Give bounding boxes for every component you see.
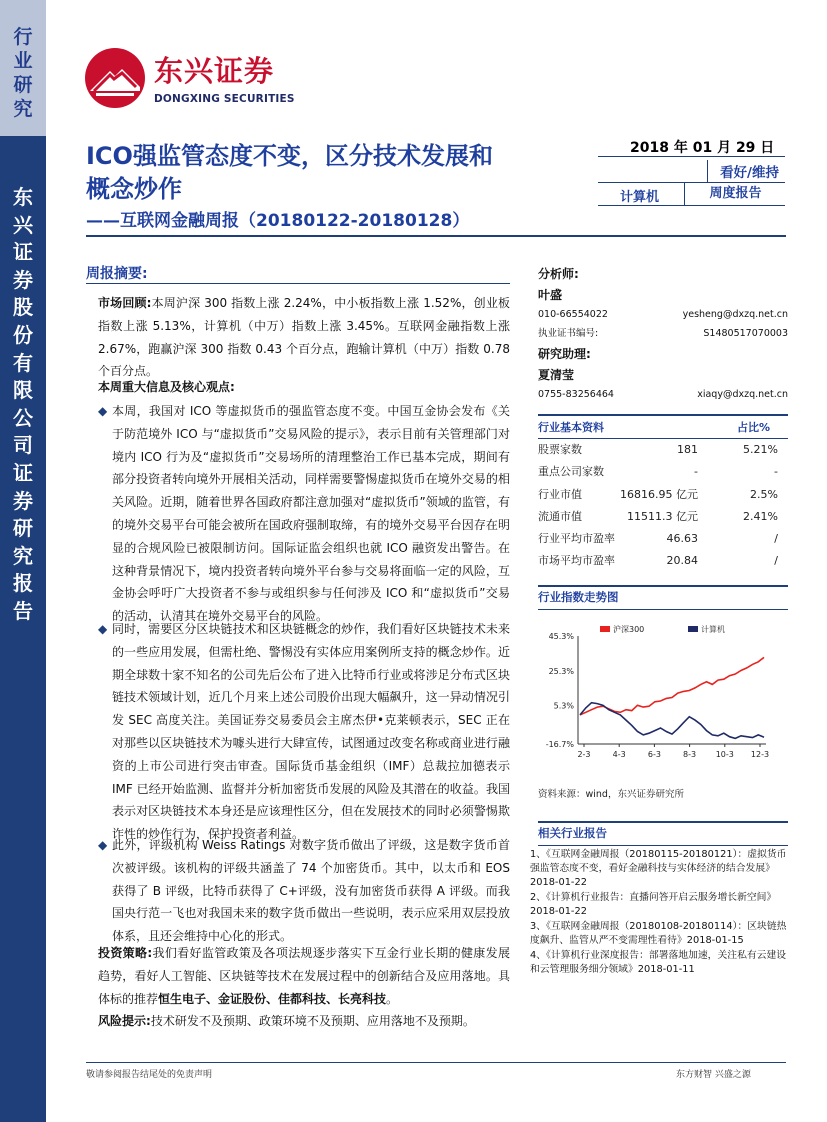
x-tick-label: 12-3: [750, 750, 770, 759]
series-line-1: [580, 703, 764, 739]
industry-row-label: 流通市值: [538, 509, 582, 523]
index-trend-chart: [538, 620, 788, 790]
sidebar-top-band: [0, 0, 46, 136]
market-label: 市场回顾:: [98, 296, 152, 310]
industry-table: [538, 414, 788, 573]
investment-strategy: [98, 942, 510, 1010]
cert-number: S1480517070003: [703, 328, 788, 339]
related-heading: 相关行业报告: [538, 821, 788, 846]
industry-row-label: 行业平均市盈率: [538, 532, 615, 546]
assistant-email[interactable]: xiaqy@dxzq.net.cn: [697, 389, 788, 400]
related-list: [530, 848, 788, 978]
market-text: 本周沪深 300 指数上涨 2.24%，中小板指数上涨 1.52%，创业板指数上涨 5.13%，计算机（中万）指数上涨 3.45%。互联网金融指数上涨 2.67%，跑赢沪深 300 指数 0.43 个百分点，跑输计算机（中万）指数 0.78 个百分点。: [98, 296, 510, 379]
related-report-item[interactable]: 1、《互联网金融周报（20180115-20180121）：虚拟货币强监管态度不变，看好金融科技与实体经济的结合发展》2018-01-22: [530, 849, 787, 888]
legend-swatch: [688, 626, 698, 632]
industry-col-pct: 占比%: [736, 421, 770, 434]
industry-row: [538, 439, 788, 461]
industry-row-pct: /: [774, 554, 778, 568]
industry-row-value: 46.63: [666, 532, 698, 546]
summary-heading: 周报摘要:: [86, 266, 148, 282]
related-report-item[interactable]: 2、《计算机行业报告：直播问答开启云服务增长新空间》2018-01-22: [530, 892, 777, 917]
bullet-text: 同时，需要区分区块链技术和区块链概念的炒作，我们看好区块链技术未来的一些应用发展，但需杜绝、警惕没有实体应用案例所支持的概念炒作。近期全球数十家不知名的公司先后公布了进入比特币行业或将涉足分布式区块链技术领域计划，近几个月来上述公司股价出现大幅飙升，这一异动情况引发 SEC 高度关注。美国证券交易委员会主席杰伊•克莱顿表示，SEC 正在对那些以区块链技术为噱头进行大肆宣传，试图通过改变名称或商业进行融资的上市公司进行突击审查。国际货币基金组织（IMF）总裁拉加德表示 IMF 已经开始监测、监督并分析加密货币发展的风险及其潜在的收益。我国表示对区块链技术本身还是应该理性区分，但在发展技术的同时必须警惕欺诈性的炒作行为，保护投资者利益。: [112, 622, 510, 842]
risk-label: 风险提示:: [98, 1014, 151, 1028]
legend-label: 计算机: [701, 625, 725, 634]
industry-table-header: [538, 414, 788, 439]
industry-row-pct: /: [774, 532, 778, 546]
analyst-block: [538, 265, 788, 404]
industry-row-value: 181: [677, 443, 698, 456]
industry-row-value: 20.84: [666, 554, 698, 568]
rating-box: [598, 160, 785, 180]
analyst-contact: [538, 305, 788, 324]
assistant-contact: [538, 385, 788, 404]
industry-row-value: 16816.95 亿元: [620, 487, 698, 501]
header-rule: [86, 235, 786, 237]
strategy-text: 我们看好监管政策及各项法规逐步落实下互金行业长期的健康发展趋势，看好人工智能、区块链等技术在发展过程中的创新结合及应用落地。具体标的推荐: [98, 946, 510, 1006]
industry-row-label: 市场平均市盈率: [538, 554, 615, 568]
analyst-phone: 010-66554022: [538, 309, 608, 320]
y-tick-label: 5.3%: [553, 701, 574, 711]
footer-rule: [86, 1062, 786, 1063]
bullet-icon: ◆: [98, 838, 108, 852]
strategy-picks: 恒生电子、金证股份、佳都科技、长亮科技: [158, 991, 387, 1006]
analyst-email[interactable]: yesheng@dxzq.net.cn: [682, 309, 788, 320]
industry-row-pct: 5.21%: [743, 443, 778, 456]
chart-svg: [538, 620, 788, 790]
footer-slogan: 东方财智 兴盛之源: [676, 1070, 751, 1080]
x-tick-label: 8-3: [683, 750, 697, 759]
footer-disclaimer[interactable]: 敬请参阅报告结尾处的免责声明: [86, 1070, 213, 1080]
cert-label: 执业证书编号:: [538, 328, 599, 339]
strategy-label: 投资策略:: [98, 946, 153, 960]
bullet-item: [98, 618, 510, 846]
x-tick-label: 10-3: [715, 750, 734, 759]
logo-name-en: DONGXING SECURITIES: [154, 93, 295, 105]
report-subtitle: ——互联网金融周报（20180122-20180128）: [86, 211, 470, 231]
market-review: [98, 292, 510, 383]
risk-warning: [98, 1010, 510, 1033]
analyst-name: 叶盛: [538, 288, 563, 302]
bullet-text: 本周，我国对 ICO 等虚拟货币的强监管态度不变。中国互金协会发布《关于防范境外 ICO 与“虚拟货币”交易风险的提示》，表示目前有关管理部门对境内 ICO 行为及“虚拟货币”交易场所的清理整治工作已基本完成，期间有部分投资者转向境外开展相关活动，同样需要警惕虚拟货币在境外交易的相关风险。近期，随着世界各国政府都注意加强对“虚拟货币”领域的监管，有的境外交易平台可能会被所在国政府强制取缔，有的境外交易平台因存在明显的合规风险已被限制访问。国际证监会组织也就 ICO 融资发出警告。在这种背景情况下，境内投资者转向境外平台参与交易将面临一定的风险，互金协会呼吁广大投资者不参与或组织参与任何涉及 ICO 和“虚拟货币”交易的活动，认清其在境外交易平台的风险。: [112, 404, 510, 624]
bullet-item: [98, 400, 510, 628]
tag-type: 周度报告: [684, 183, 786, 205]
industry-row: [538, 461, 788, 483]
bullet-item: [98, 834, 510, 948]
bullet-icon: ◆: [98, 404, 108, 418]
y-tick-label: 25.3%: [548, 666, 574, 676]
y-tick-label: 45.3%: [548, 632, 574, 641]
report-date: 2018 年 01 月 29 日: [630, 140, 775, 156]
x-tick-label: 2-3: [577, 750, 591, 759]
y-tick-label: -16.7%: [545, 740, 574, 749]
industry-row-value: 11511.3 亿元: [627, 509, 698, 523]
industry-row: [538, 528, 788, 550]
bullet-text: 此外，评级机构 Weiss Ratings 对数字货币做出了评级，这是数字货币首次被评级。该机构的评级共涵盖了 74 个加密货币。其中，以太币和 EOS 获得了 B 评级，比特币获得了 C+评级，没有加密货币获得 A 评级。而我国央行范一飞也对我国未来的数字货币做出一些说明，表示应采用双层投放体系，且还会维持中心化的形式。: [112, 838, 510, 944]
sidebar-category-label: 行业研究: [13, 26, 33, 120]
related-report-item[interactable]: 4、《计算机行业深度报告：部署落地加速，关注私有云建设和云管理服务细分领域》2018-01-11: [530, 950, 787, 975]
industry-row-pct: 2.41%: [743, 509, 778, 523]
bullet-icon: ◆: [98, 622, 108, 636]
industry-row-value: -: [694, 465, 698, 479]
logo-name-cn: 东兴证券: [154, 54, 275, 88]
chart-source: 资料来源：wind，东兴证券研究所: [538, 789, 684, 800]
industry-row: [538, 550, 788, 572]
assistant-label: 研究助理:: [538, 347, 591, 361]
sidebar-company-label: 东兴证券股份有限公司证券研究报告: [13, 185, 33, 623]
logo-emblem-icon: [84, 47, 146, 109]
chart-heading: 行业指数走势图: [538, 585, 788, 610]
industry-row: [538, 484, 788, 506]
assistant-name: 夏清莹: [538, 368, 575, 382]
assistant-phone: 0755-83256464: [538, 389, 614, 400]
tag-sector: 计算机: [620, 190, 660, 205]
industry-heading: 行业基本资料: [538, 421, 604, 434]
company-logo: [84, 47, 314, 109]
risk-text: 技术研发不及预期、政策环境不及预期、应用落地不及预期。: [150, 1014, 475, 1028]
report-title: ICO强监管态度不变，区分技术发展和概念炒作: [86, 142, 493, 203]
x-tick-label: 6-3: [647, 750, 661, 759]
industry-row: [538, 506, 788, 528]
rating-label: 看好/维持: [707, 160, 785, 182]
analyst-label: 分析师:: [538, 267, 579, 281]
divider: [598, 156, 785, 157]
analyst-cert: [538, 324, 788, 343]
industry-row-pct: -: [774, 465, 778, 479]
divider: [86, 283, 510, 284]
key-heading: 本周重大信息及核心观点:: [98, 380, 235, 394]
legend-swatch: [600, 626, 610, 632]
strategy-end: 。: [386, 991, 399, 1006]
sidebar-bottom-band: [0, 136, 46, 1122]
industry-row-label: 股票家数: [538, 443, 582, 456]
series-line-0: [580, 657, 764, 715]
tag-box: [598, 182, 785, 206]
industry-row-pct: 2.5%: [750, 487, 778, 501]
x-tick-label: 4-3: [612, 750, 626, 759]
industry-rows: [538, 439, 788, 573]
legend-label: 沪深300: [613, 625, 645, 634]
industry-row-label: 行业市值: [538, 487, 582, 501]
industry-row-label: 重点公司家数: [538, 465, 604, 479]
related-report-item[interactable]: 3、《互联网金融周报（20180108-20180114）：区块链热度飙升、监管从严不变需理性看待》2018-01-15: [530, 921, 787, 946]
